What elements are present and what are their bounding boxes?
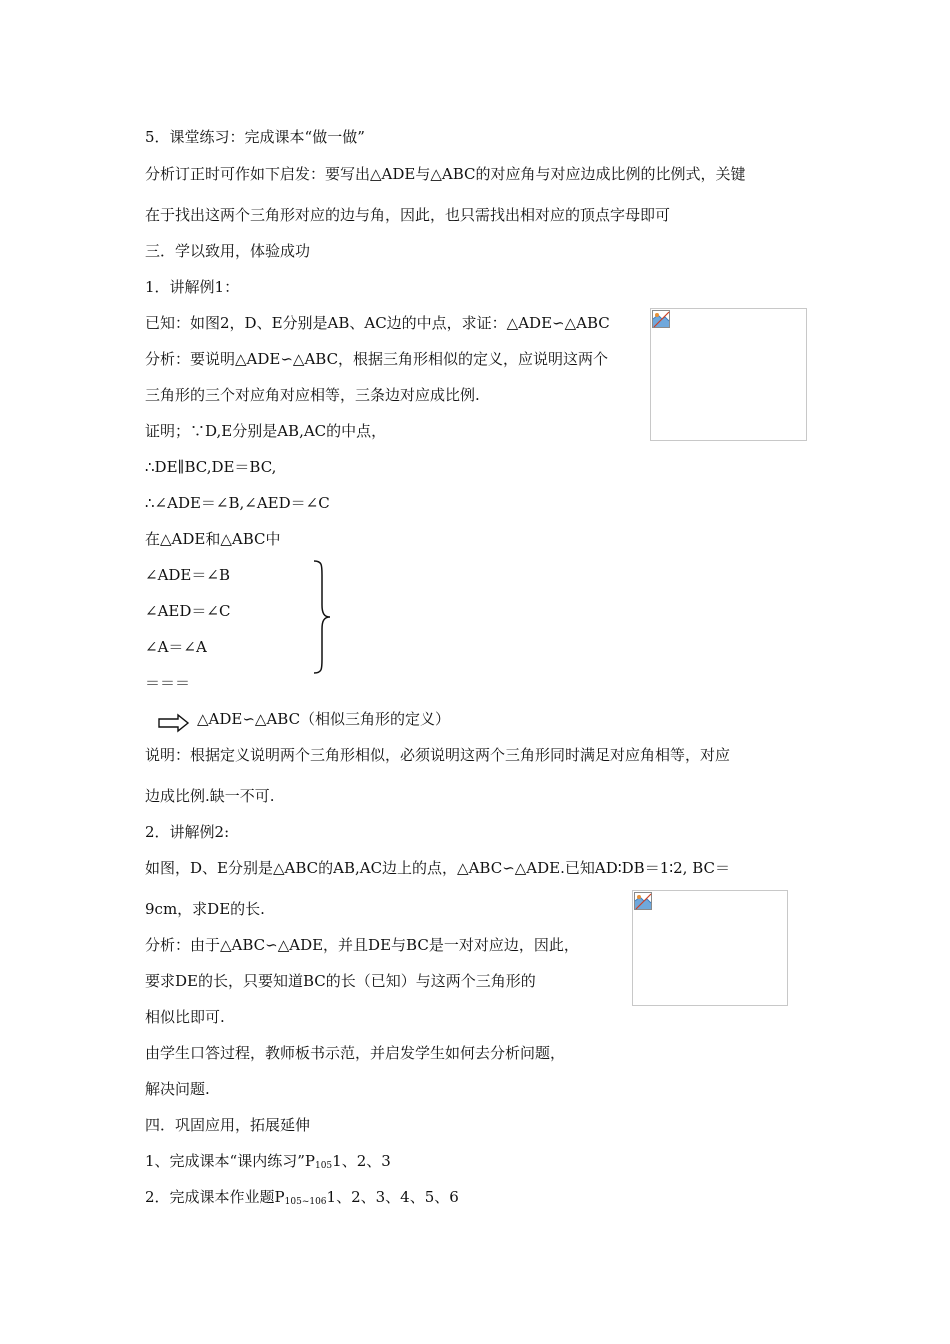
text-line: 如图，D、E分别是△ABC的AB,AC边上的点，△ABC∽△ADE.已知AD∶DB＝1∶2, BC＝ <box>145 859 731 877</box>
text-line: 在△ADE和△ABC中 <box>145 530 281 548</box>
text-line: 边成比例.缺一不可. <box>145 787 275 805</box>
text-line: 分析：要说明△ADE∽△ABC，根据三角形相似的定义，应说明这两个 <box>145 350 609 368</box>
broken-image-icon <box>634 892 652 910</box>
section-heading: 四．巩固应用，拓展延伸 <box>145 1116 311 1134</box>
section-heading: 三．学以致用，体验成功 <box>145 242 311 260</box>
text-line: 分析订正时可作如下启发：要写出△ADE与△ABC的对应角与对应边成比例的比例式，关键 <box>145 165 746 183</box>
text-line: ∠AED＝∠C <box>145 602 231 620</box>
text-line: 证明；∵D,E分别是AB,AC的中点， <box>145 422 387 440</box>
broken-image-icon <box>652 310 670 328</box>
text-line: 5．课堂练习：完成课本“做一做” <box>145 128 365 146</box>
text-line <box>145 1187 459 1212</box>
text-line: ∴DE∥BC,DE＝BC, <box>145 458 277 476</box>
text-line: 由学生口答过程，教师板书示范，并启发学生如何去分析问题， <box>145 1044 566 1062</box>
right-brace-icon <box>310 559 334 675</box>
text-line: 9cm，求DE的长. <box>145 900 265 918</box>
text-line: 说明：根据定义说明两个三角形相似，必须说明这两个三角形同时满足对应角相等，对应 <box>145 746 731 764</box>
page-subscript: 105 <box>314 1161 333 1171</box>
text-line: 要求DE的长，只要知道BC的长（已知）与这两个三角形的 <box>145 972 536 990</box>
figure-image-placeholder <box>632 890 788 1006</box>
text-span: 2．完成课本作业题P <box>145 1188 285 1206</box>
text-span: 1、2、3、4、5、6 <box>326 1188 459 1206</box>
text-span: 1、2、3 <box>332 1152 391 1170</box>
text-line: 解决问题. <box>145 1080 210 1098</box>
figure-image-placeholder <box>650 308 807 441</box>
text-line: 分析：由于△ABC∽△ADE，并且DE与BC是一对对应边，因此， <box>145 936 579 954</box>
text-span: 1、完成课本“课内练习”P <box>145 1152 315 1170</box>
text-line: 在于找出这两个三角形对应的边与角，因此，也只需找出相对应的顶点字母即可 <box>145 206 671 224</box>
page-subscript: 105~106 <box>284 1197 327 1207</box>
text-line: 2．讲解例2: <box>145 823 230 841</box>
double-right-arrow-icon <box>158 713 190 733</box>
text-line: △ADE∽△ABC（相似三角形的定义） <box>197 710 451 728</box>
text-line: ∠A＝∠A <box>145 638 207 656</box>
text-line: 已知：如图2，D、E分别是AB、AC边的中点，求证：△ADE∽△ABC <box>145 314 610 332</box>
text-line: ＝＝＝ <box>145 674 191 692</box>
text-line <box>145 1151 391 1176</box>
text-line: 三角形的三个对应角对应相等，三条边对应成比例. <box>145 386 480 404</box>
text-line: ∠ADE＝∠B <box>145 566 230 584</box>
text-line: 1．讲解例1： <box>145 278 240 296</box>
text-line: ∴∠ADE＝∠B,∠AED＝∠C <box>145 494 330 512</box>
text-line: 相似比即可. <box>145 1008 225 1026</box>
